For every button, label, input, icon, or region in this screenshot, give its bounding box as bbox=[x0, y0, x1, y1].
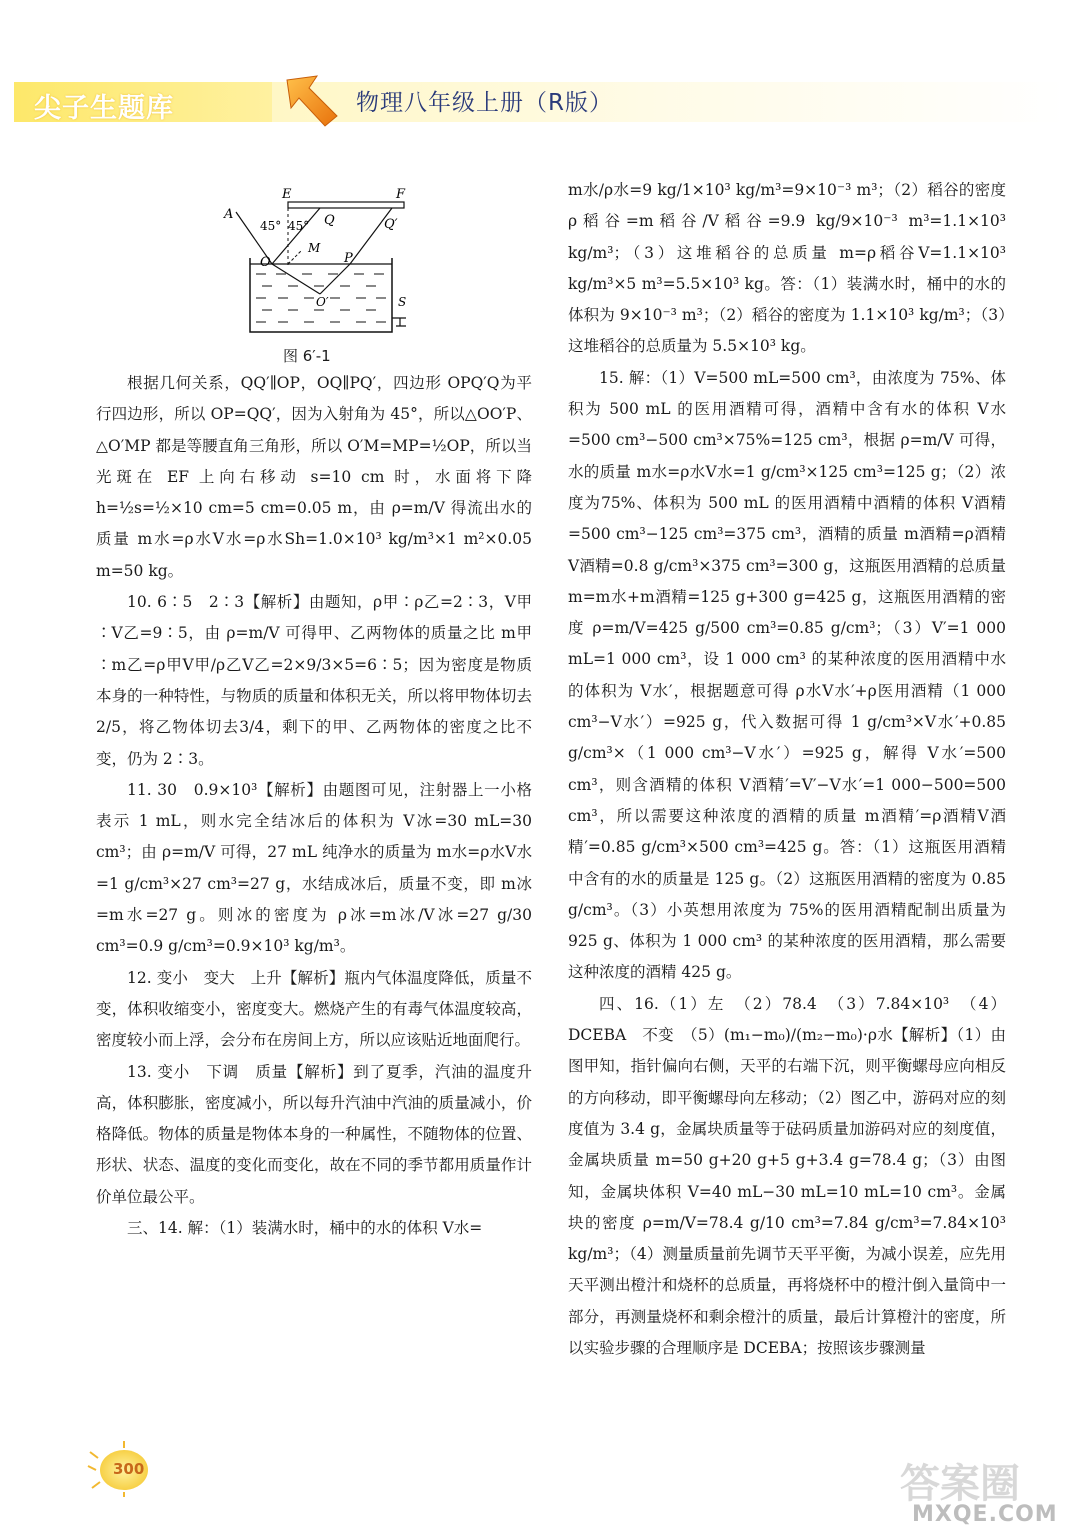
outlet-pipe bbox=[392, 318, 406, 326]
paragraph-q11: 11. 30 0.9×10³【解析】由题图可见，注射器上一小格表示 1 mL，则水完全结冰后的体积为 V冰=30 mL=30 cm³；由 ρ=m/V 可得，27 mL 纯净水的质量为 m水=ρ水V水=1 g/cm³×27 cm³=27 g，水结成冰后，质量不变，即 m冰=m水=27 g。则冰的密度为 ρ冰=m冰/V冰=27 g/30 cm³=0.9 g/cm³=0.9×10³ kg/m³。 bbox=[96, 780, 532, 956]
watermark-url: MXQE.COM bbox=[912, 1502, 1058, 1527]
watermark bbox=[892, 1452, 1068, 1532]
label-q-prime: Q′ bbox=[384, 217, 398, 232]
paragraph-q12: 12. 变小 变大 上升【解析】瓶内气体温度降低，质量不变，体积收缩变小，密度变大。燃烧产生的有毒气体温度较高，密度较小而上浮，会分布在房间上方，所以应该贴近地面爬行。 bbox=[96, 968, 532, 1050]
right-column bbox=[568, 175, 1006, 1364]
label-o: O bbox=[260, 255, 271, 270]
arrow-icon bbox=[283, 74, 341, 128]
label-a: A bbox=[224, 207, 234, 222]
paragraph-q13: 13. 变小 下调 质量【解析】到了夏季，汽油的温度升高，体积膨胀，密度减小，所以每升汽油中汽油的质量减小，价格降低。物体的质量是物体本身的一种属性，不随物体的位置、形状、状态、温度的变化而变化，故在不同的季节都用质量作计价单位最公平。 bbox=[96, 1062, 532, 1206]
label-e: E bbox=[282, 187, 292, 202]
label-f: F bbox=[396, 187, 406, 202]
ray-oprime-m bbox=[288, 250, 302, 264]
page-number: 300 bbox=[113, 1460, 145, 1478]
paragraph-q10: 10. 6∶5 2∶3【解析】由题知，ρ甲∶ρ乙=2∶3，V甲∶V乙=9∶5，由 ρ=m/V 可得甲、乙两物体的质量之比 m甲∶m乙=ρ甲V甲/ρ乙V乙=2×9/3×5=6∶5；因为密度是物质本身的一种特性，与物质的质量和体积无关，所以将甲物体切去2/5，将乙物体切去3/4，剩下的甲、乙两物体的密度之比不变，仍为 2∶3。 bbox=[96, 593, 532, 768]
book-title: 物理八年级上册（R版） bbox=[356, 90, 613, 116]
paragraph-q15: 15. 解：（1）V=500 mL=500 cm³，由浓度为 75%、体积为 500 mL 的医用酒精可得，酒精中含有水的体积 V水=500 cm³−500 cm³×75%=125 cm³，根据 ρ=m/V 可得，水的质量 m水=ρ水V水=1 g/cm³×125 cm³=125 g；（2）浓度为75%、体积为 500 mL 的医用酒精中酒精的体积 V酒精=500 cm³−125 cm³=375 cm³，酒精的质量 m酒精=ρ酒精V酒精=0.8 g/cm³×375 cm³=300 g，这瓶医用酒精的总质量 m=m水+m酒精=125 g+300 g=425 g，这瓶医用酒精的密度 ρ=m/V=425 g/500 cm³=0.85 g/cm³；（3）V′=1 000 mL=1 000 cm³，设 1 000 cm³ 的某种浓度的医用酒精中水的体积为 V水′，根据题意可得 ρ水V水′+ρ医用酒精（1 000 cm³−V水′）=925 g，代入数据可得 1 g/cm³×V水′+0.85 g/cm³×（1 000 cm³−V水′）=925 g，解得 V水′=500 cm³，则含酒精的体积 V酒精′=V′−V水′=1 000−500=500 cm³，所以需要这种浓度的酒精的质量 m酒精′=ρ酒精V酒精′=0.85 g/cm³×500 cm³=425 g。答：（1）这瓶医用酒精中含有的水的质量是 125 g。（2）这瓶医用酒精的密度为 0.85 g/cm³。（3）小英想用浓度为 75%的医用酒精配制出质量为 925 g、体积为 1 000 cm³ 的某种浓度的医用酒精，那么需要这种浓度的酒精 425 g。 bbox=[568, 368, 1006, 982]
label-angle-1: 45° bbox=[260, 219, 282, 233]
paragraph-q14-start: 三、14. 解：（1）装满水时，桶中的水的体积 V水= bbox=[127, 1219, 483, 1238]
mirror-ef bbox=[288, 202, 404, 208]
ray-o-bottom bbox=[272, 264, 320, 294]
watermark-logo-text: 答案圈 bbox=[900, 1461, 1020, 1507]
label-q: Q bbox=[324, 213, 335, 228]
paragraph-geometry: 根据几何关系，QQ′∥OP，OQ∥PQ′，四边形 OPQ′Q为平行四边形，所以 OP=QQ′，因为入射角为 45°，所以△OO′P、△O′MP 都是等腰直角三角形，所以 O′M=MP=½OP，所以当光斑在 EF 上向右移动 s=10 cm 时，水面将下降 h=½s=½×10 cm=5 cm=0.05 m，由 ρ=m/V 得流出水的质量 m水=ρ水V水=ρ水Sh=1.0×10³ kg/m³×1 m²×0.05 m=50 kg。 bbox=[96, 374, 532, 580]
figure-diagram bbox=[216, 182, 416, 346]
label-p: P bbox=[344, 251, 353, 266]
label-o-prime: O′ bbox=[316, 295, 329, 309]
paragraph-q14-continued: m水/ρ水=9 kg/1×10³ kg/m³=9×10⁻³ m³；（2）稻谷的密度 ρ稻谷=m稻谷/V稻谷=9.9 kg/9×10⁻³ m³=1.1×10³ kg/m³；（3）这堆稻谷的总质量 m=ρ稻谷V=1.1×10³ kg/m³×5 m³=5.5×10³ kg。答：（1）装满水时，桶中的水的体积为 9×10⁻³ m³；（2）稻谷的密度为 1.1×10³ kg/m³；（3）这堆稻谷的总质量为 5.5×10³ kg。 bbox=[568, 181, 1006, 356]
page-header bbox=[0, 0, 1078, 140]
ray-bottom-p bbox=[320, 264, 350, 294]
brand-title: 尖子生题库 bbox=[34, 93, 174, 124]
figure-caption: 图 6′-1 bbox=[283, 347, 331, 365]
label-angle-2: 45° bbox=[288, 219, 310, 233]
left-column bbox=[96, 368, 532, 1244]
label-m: M bbox=[308, 241, 321, 255]
paragraph-q16: 四、16.（1）左 （2）78.4 （3）7.84×10³ （4）DCEBA 不变 （5）(m₁−m₀)/(m₂−m₀)·ρ水【解析】（1）由图甲知，指针偏向右侧，天平的右端下沉，则平衡螺母应向相反的方向移动，即平衡螺母向左移动；（2）图乙中，游码对应的刻度值为 3.4 g，金属块质量等于砝码质量加游码对应的刻度值，金属块质量 m=50 g+20 g+5 g+3.4 g=78.4 g；（3）由图知，金属块体积 V=40 mL−30 mL=10 mL=10 cm³。金属块的密度 ρ=m/V=78.4 g/10 cm³=7.84 g/cm³=7.84×10³ kg/m³；（4）测量质量前先调节天平平衡，为减小误差，应先用天平测出橙汁和烧杯的总质量，再将烧杯中的橙汁倒入量筒中一部分，再测量烧杯和剩余橙汁的质量，最后计算橙汁的密度，所以实验步骤的合理顺序是 DCEBA；按照该步骤测量 bbox=[568, 994, 1006, 1357]
label-s: S bbox=[398, 295, 407, 309]
